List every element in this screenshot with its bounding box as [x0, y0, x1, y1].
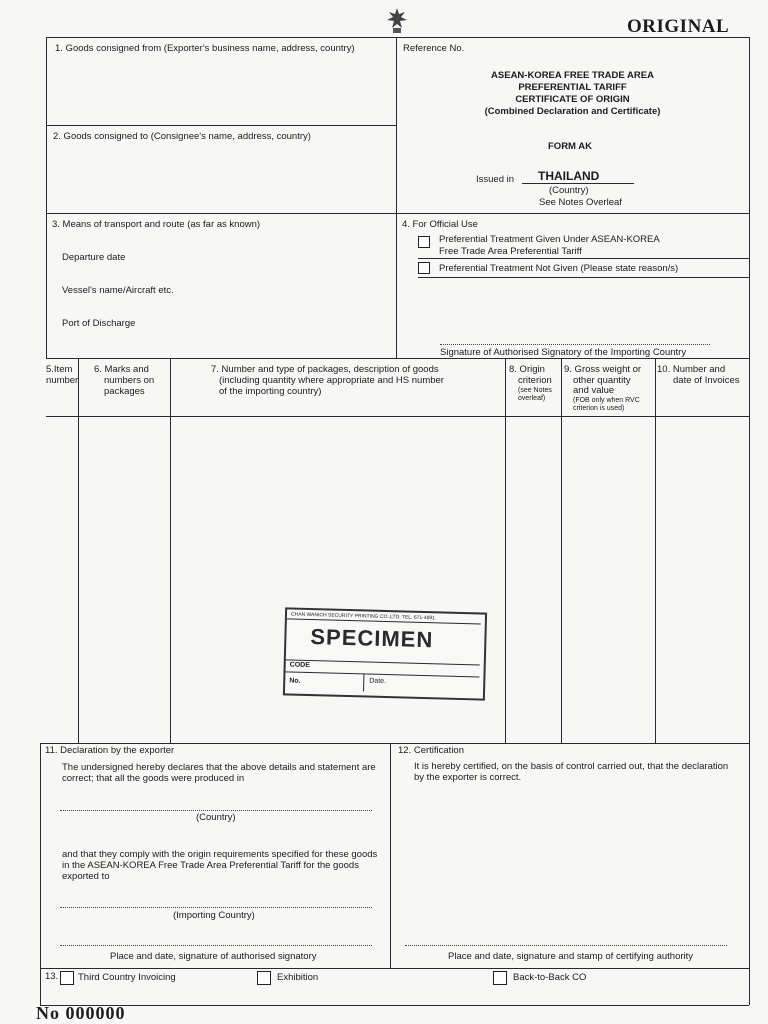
- box11-label: 11. Declaration by the exporter: [45, 745, 175, 756]
- treatment-given-checkbox[interactable]: [418, 236, 430, 248]
- title-line-3: CERTIFICATE OF ORIGIN: [515, 94, 630, 105]
- box2-label: 2. Goods consigned to (Consignee's name, address, country): [53, 131, 311, 142]
- back-to-back-checkbox[interactable]: [493, 971, 507, 985]
- stamp-no: No.: [289, 677, 301, 685]
- authority-signature-label: Place and date, signature and stamp of certifying authority: [448, 951, 694, 962]
- stamp-code: CODE: [289, 661, 310, 670]
- original-label: ORIGINAL: [627, 16, 730, 37]
- importing-country-caption: (Importing Country): [173, 910, 255, 921]
- back-to-back-label: Back-to-Back CO: [513, 972, 587, 983]
- issued-country: THAILAND: [538, 169, 600, 183]
- title-line-4: (Combined Declaration and Certificate): [484, 106, 661, 117]
- col6-header-1: 6. Marks and: [94, 364, 149, 375]
- country-caption: (Country): [549, 185, 589, 196]
- col9-header-4: (FOB only when RVC: [573, 397, 640, 404]
- third-country-invoicing-checkbox[interactable]: [60, 971, 74, 985]
- produced-country-caption: (Country): [196, 812, 236, 823]
- treatment-not-given-checkbox[interactable]: [418, 262, 430, 274]
- col8-header-2: criterion: [518, 375, 552, 386]
- box4-label: 4. For Official Use: [402, 219, 478, 230]
- exhibition-checkbox[interactable]: [257, 971, 271, 985]
- box12-text-1: It is hereby certified, on the basis of control carried out, that the declaration: [414, 761, 729, 772]
- stamp-specimen-text: SPECIMEN: [310, 624, 434, 653]
- reference-label: Reference No.: [403, 43, 465, 54]
- box12-label: 12. Certification: [398, 745, 465, 756]
- col9-header-2: other quantity: [573, 375, 631, 386]
- see-notes: See Notes Overleaf: [539, 197, 622, 208]
- col6-header-3: packages: [104, 386, 145, 397]
- box3-label: 3. Means of transport and route (as far as known): [52, 219, 261, 230]
- treatment-given-line2: Free Trade Area Preferential Tariff: [439, 246, 582, 257]
- col10-header-1: 10. Number and: [657, 364, 726, 375]
- title-line-1: ASEAN-KOREA FREE TRADE AREA: [491, 70, 654, 81]
- issued-in-label: Issued in: [476, 174, 515, 185]
- treatment-given-line1: Preferential Treatment Given Under ASEAN-KOREA: [439, 234, 660, 245]
- col5-header-1: 5.Item: [46, 364, 73, 375]
- box11-text-3: and that they comply with the origin requirements specified for these goods: [62, 849, 378, 860]
- col8-header-1: 8. Origin: [509, 364, 545, 375]
- treatment-not-given-label: Preferential Treatment Not Given (Please state reason/s): [439, 263, 679, 274]
- stamp-date: Date.: [369, 677, 387, 686]
- col5-header-2: number: [46, 375, 79, 386]
- col7-header-1: 7. Number and type of packages, description of goods: [211, 364, 439, 375]
- third-country-invoicing-label: Third Country Invoicing: [78, 972, 176, 983]
- vessel-label: Vessel's name/Aircraft etc.: [62, 285, 174, 296]
- col8-header-4: overleaf): [518, 395, 546, 402]
- col9-header-1: 9. Gross weight or: [564, 364, 642, 375]
- box11-text-1: The undersigned hereby declares that the above details and statement are: [62, 762, 376, 773]
- form-name: FORM AK: [548, 141, 592, 152]
- col9-header-3: and value: [573, 385, 615, 396]
- col7-header-3: of the importing country): [219, 386, 322, 397]
- departure-date-label: Departure date: [62, 252, 126, 263]
- col10-header-2: date of Invoices: [673, 375, 740, 386]
- box11-text-5: exported to: [62, 871, 110, 882]
- title-line-2: PREFERENTIAL TARIFF: [518, 82, 627, 93]
- col9-header-5: criterion is used): [573, 405, 625, 412]
- box13-label: 13.: [45, 971, 59, 982]
- specimen-stamp: [283, 607, 487, 700]
- port-of-discharge-label: Port of Discharge: [62, 318, 136, 329]
- stamp-printer: CHAN WANICH SECURITY PRINTING CO.,LTD. TEL. 671-4891: [290, 611, 436, 622]
- emblem-icon: [383, 6, 411, 36]
- box11-text-4: in the ASEAN-KOREA Free Trade Area Preferential Tariff for the goods: [62, 860, 359, 871]
- col7-header-2: (including quantity where appropriate and HS number: [219, 375, 444, 386]
- box11-text-2: correct; that all the goods were produced in: [62, 773, 245, 784]
- exhibition-label: Exhibition: [277, 972, 319, 983]
- box1-label: 1. Goods consigned from (Exporter's business name, address, country): [55, 43, 355, 54]
- form-number: No 000000: [36, 1003, 126, 1023]
- importing-signature-label: Signature of Authorised Signatory of the Importing Country: [440, 347, 687, 358]
- col6-header-2: numbers on: [104, 375, 155, 386]
- exporter-signature-label: Place and date, signature of authorised signatory: [110, 951, 317, 962]
- col8-header-3: (see Notes: [518, 387, 552, 394]
- box12-text-2: by the exporter is correct.: [414, 772, 522, 783]
